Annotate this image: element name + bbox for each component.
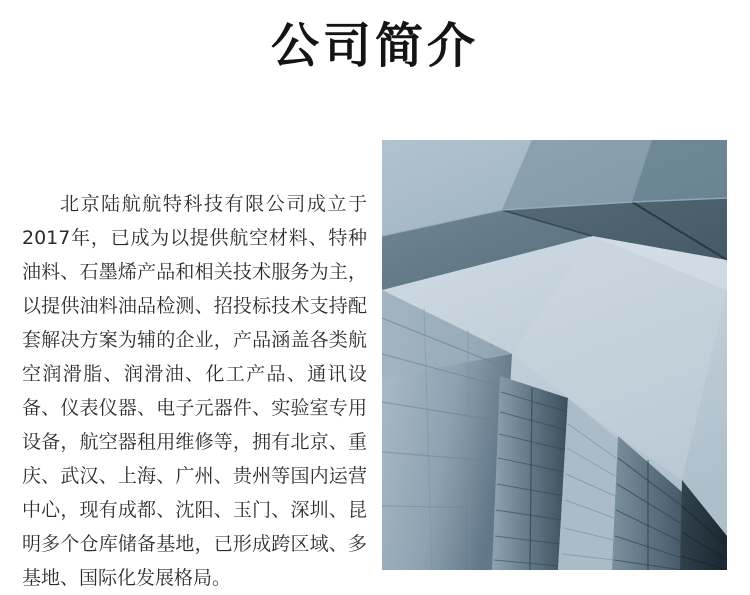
company-description-paragraph: 北京陆航航特科技有限公司成立于2017年，已成为以提供航空材料、特种油料、石墨烯产品和相关技术服务为主，以提供油料油品检测、招投标技术支持配套解决方案为辅的企业，产品涵盖各类航空润滑脂、润滑油、化工产品、通讯设备、仪表仪器、电子元器件、实验室专用设备，航空器租用维修等，拥有北京、重庆、武汉、上海、广州、贵州等国内运营中心，现有成都、沈阳、玉门、深圳、昆明多个仓库储备基地，已形成跨区域、多基地、国际化发展格局。 [22,193,367,589]
page-title: 公司简介 [270,18,479,74]
skyscraper-photo [382,140,727,570]
content-area [0,140,750,589]
